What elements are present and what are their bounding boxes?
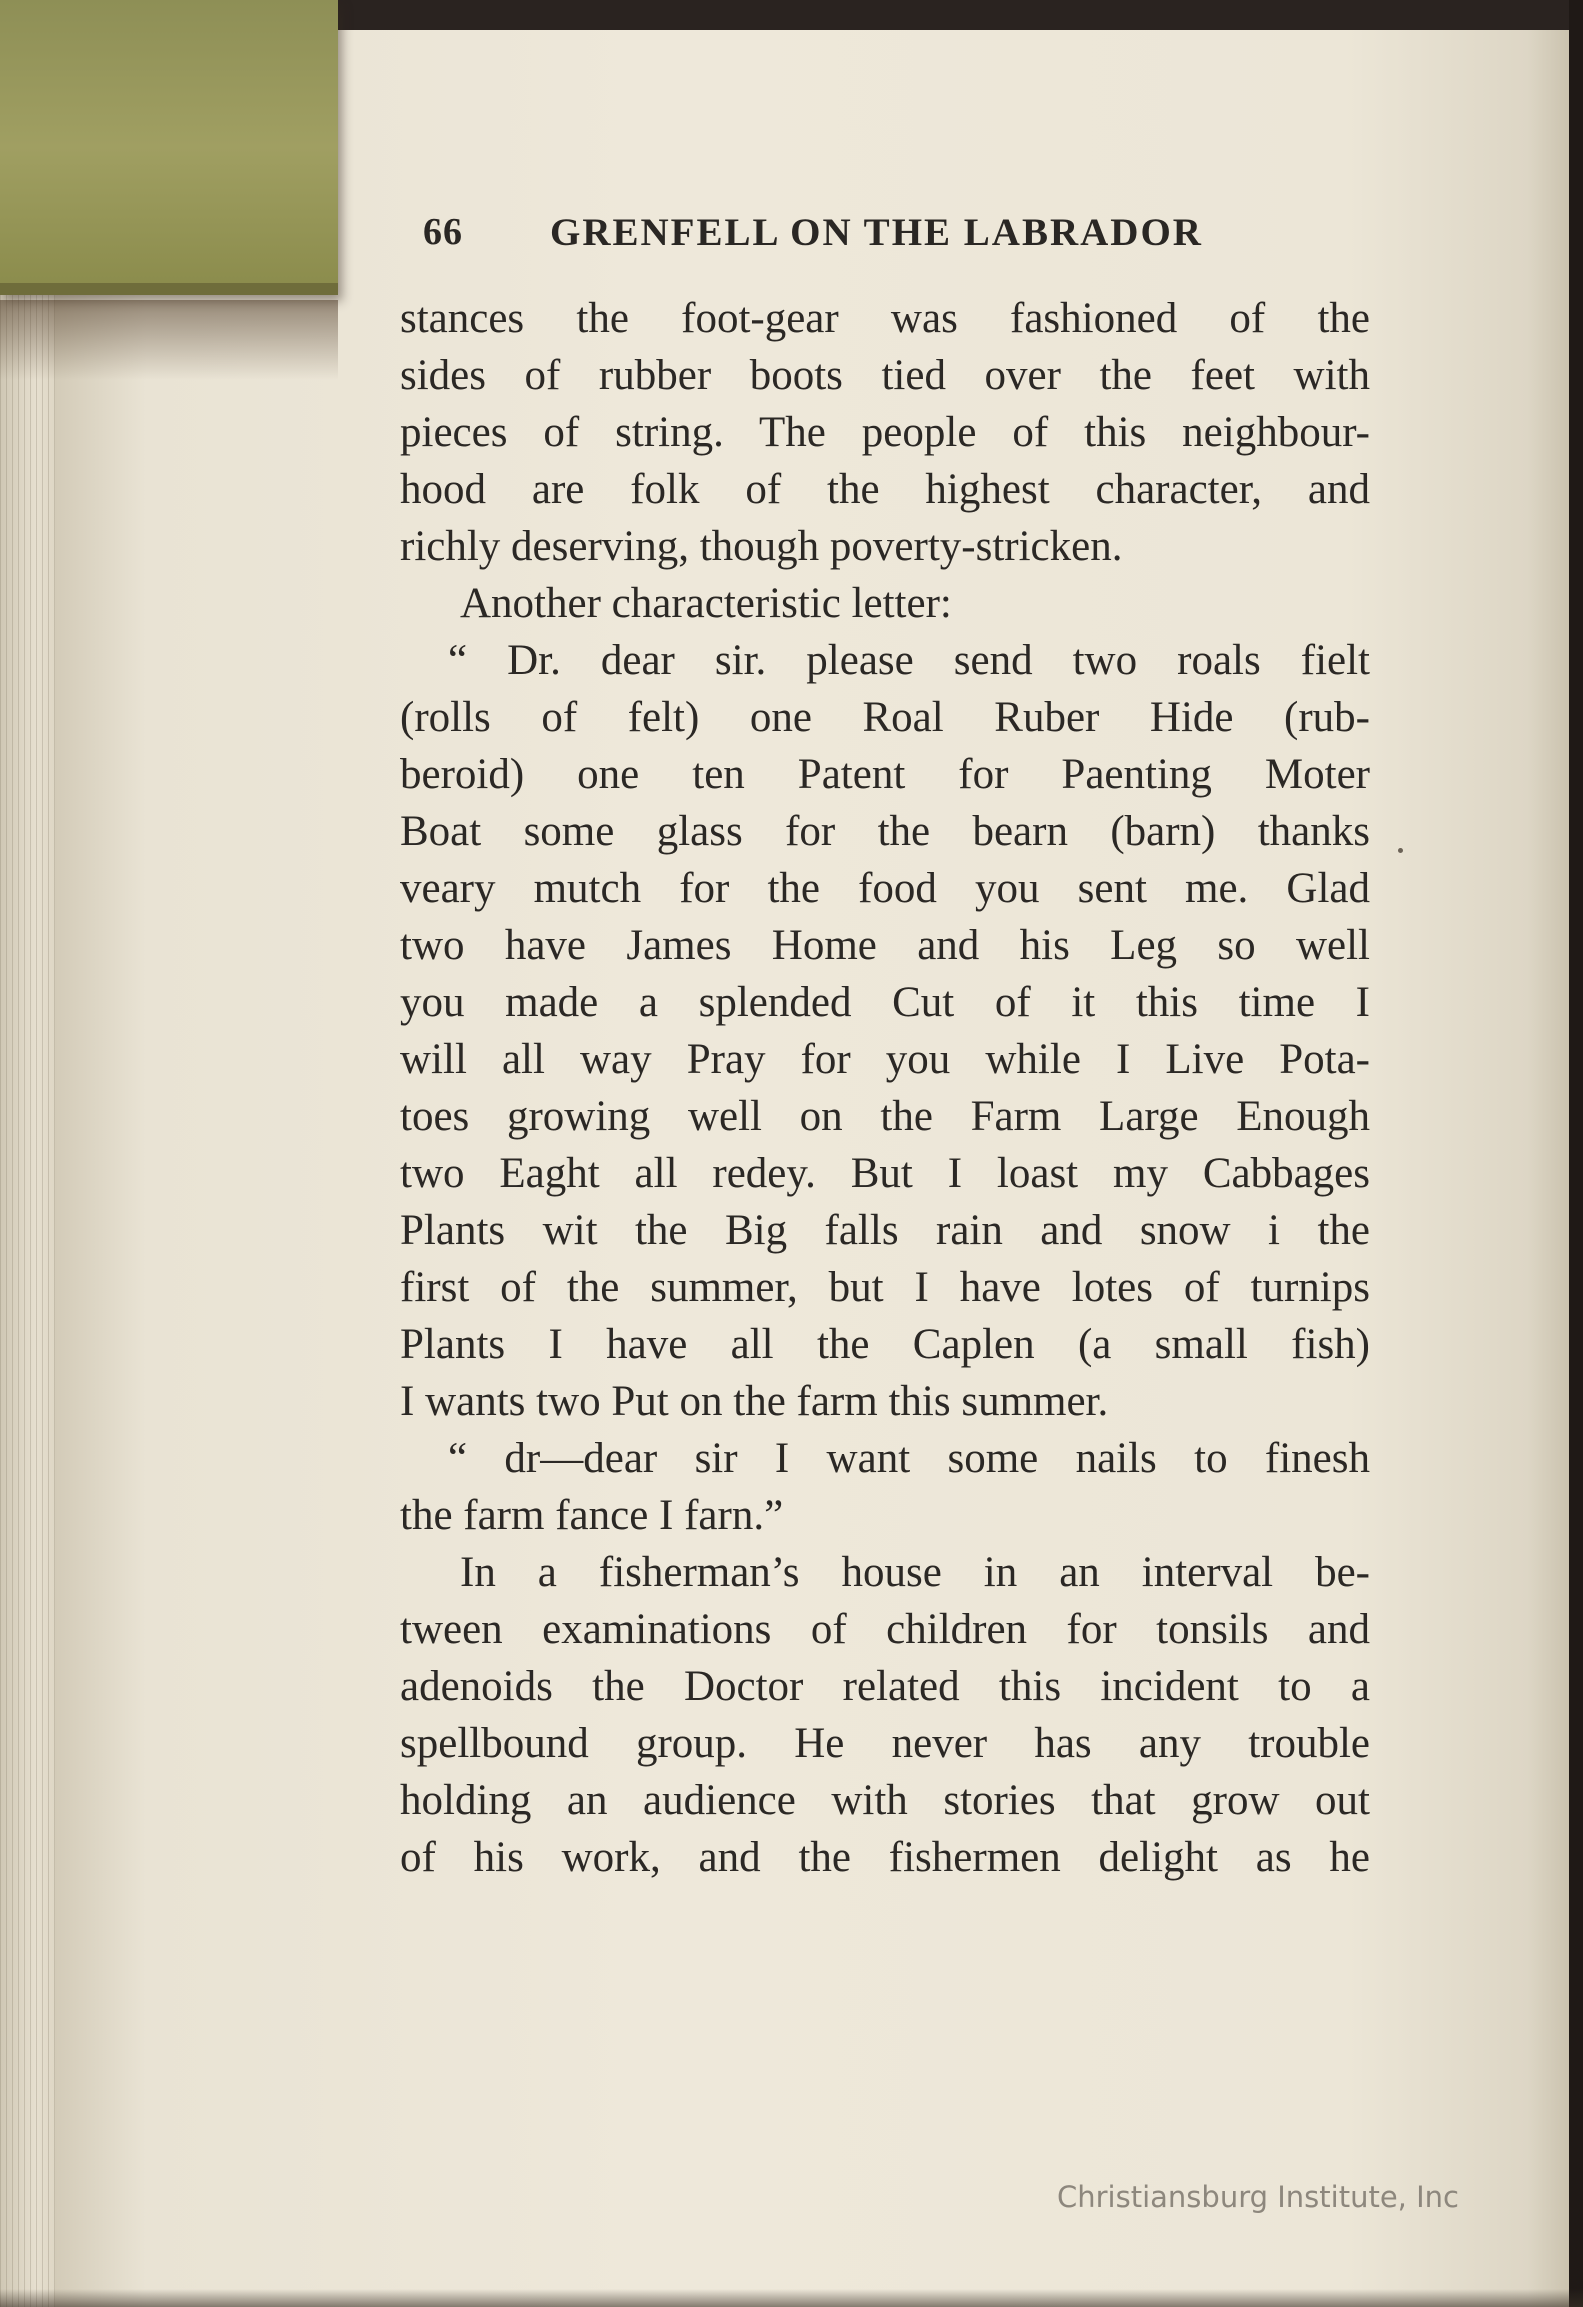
text-line: “ Dr. dear sir. please send two roals fielt bbox=[448, 637, 1370, 684]
cover-shadow bbox=[0, 300, 338, 380]
text-line: of his work, and the fishermen delight as he bbox=[400, 1834, 1370, 1881]
text-line: pieces of string. The people of this neighbour- bbox=[400, 409, 1370, 456]
text-line: “ dr—dear sir I want some nails to finesh bbox=[448, 1435, 1370, 1482]
text-line: veary mutch for the food you sent me. Glad bbox=[400, 865, 1370, 912]
text-line: stances the foot-gear was fashioned of the bbox=[400, 295, 1370, 342]
page-top-background bbox=[338, 0, 1583, 30]
text-line: will all way Pray for you while I Live Pota- bbox=[400, 1036, 1370, 1083]
text-line: the farm fance I farn.” bbox=[400, 1492, 784, 1539]
paper-speck bbox=[1398, 848, 1403, 853]
text-line: sides of rubber boots tied over the feet with bbox=[400, 352, 1370, 399]
text-line: beroid) one ten Patent for Paenting Moter bbox=[400, 751, 1370, 798]
text-line: Boat some glass for the bearn (barn) thanks bbox=[400, 808, 1370, 855]
text-line: tween examinations of children for tonsils and bbox=[400, 1606, 1370, 1653]
body-text bbox=[400, 290, 1370, 1886]
text-line: two have James Home and his Leg so well bbox=[400, 922, 1370, 969]
text-line: first of the summer, but I have lotes of turnips bbox=[400, 1264, 1370, 1311]
text-line: (rolls of felt) one Roal Ruber Hide (rub- bbox=[400, 694, 1370, 741]
text-line: Another characteristic letter: bbox=[460, 580, 952, 627]
text-line: toes growing well on the Farm Large Enough bbox=[400, 1093, 1370, 1140]
running-head: GRENFELL ON THE LABRADOR bbox=[550, 211, 1203, 254]
page-right-background bbox=[1569, 0, 1583, 2307]
text-line: hood are folk of the highest character, and bbox=[400, 466, 1370, 513]
text-line: adenoids the Doctor related this incident to a bbox=[400, 1663, 1370, 1710]
page-number: 66 bbox=[423, 211, 463, 253]
text-line: you made a splended Cut of it this time I bbox=[400, 979, 1370, 1026]
text-line: spellbound group. He never has any trouble bbox=[400, 1720, 1370, 1767]
text-line: richly deserving, though poverty-stricken. bbox=[400, 523, 1123, 570]
left-page-fore-edge bbox=[0, 290, 60, 2307]
page-bottom-shadow bbox=[0, 2289, 1583, 2307]
book-cover-corner bbox=[0, 0, 338, 295]
watermark: Christiansburg Institute, Inc bbox=[1057, 2180, 1459, 2214]
text-line: In a fisherman’s house in an interval be- bbox=[460, 1549, 1370, 1596]
text-line: I wants two Put on the farm this summer. bbox=[400, 1378, 1109, 1425]
text-line: Plants I have all the Caplen (a small fish) bbox=[400, 1321, 1370, 1368]
text-line: two Eaght all redey. But I loast my Cabbages bbox=[400, 1150, 1370, 1197]
page-header bbox=[423, 210, 1343, 266]
text-line: Plants wit the Big falls rain and snow i the bbox=[400, 1207, 1370, 1254]
text-line: holding an audience with stories that grow out bbox=[400, 1777, 1370, 1824]
